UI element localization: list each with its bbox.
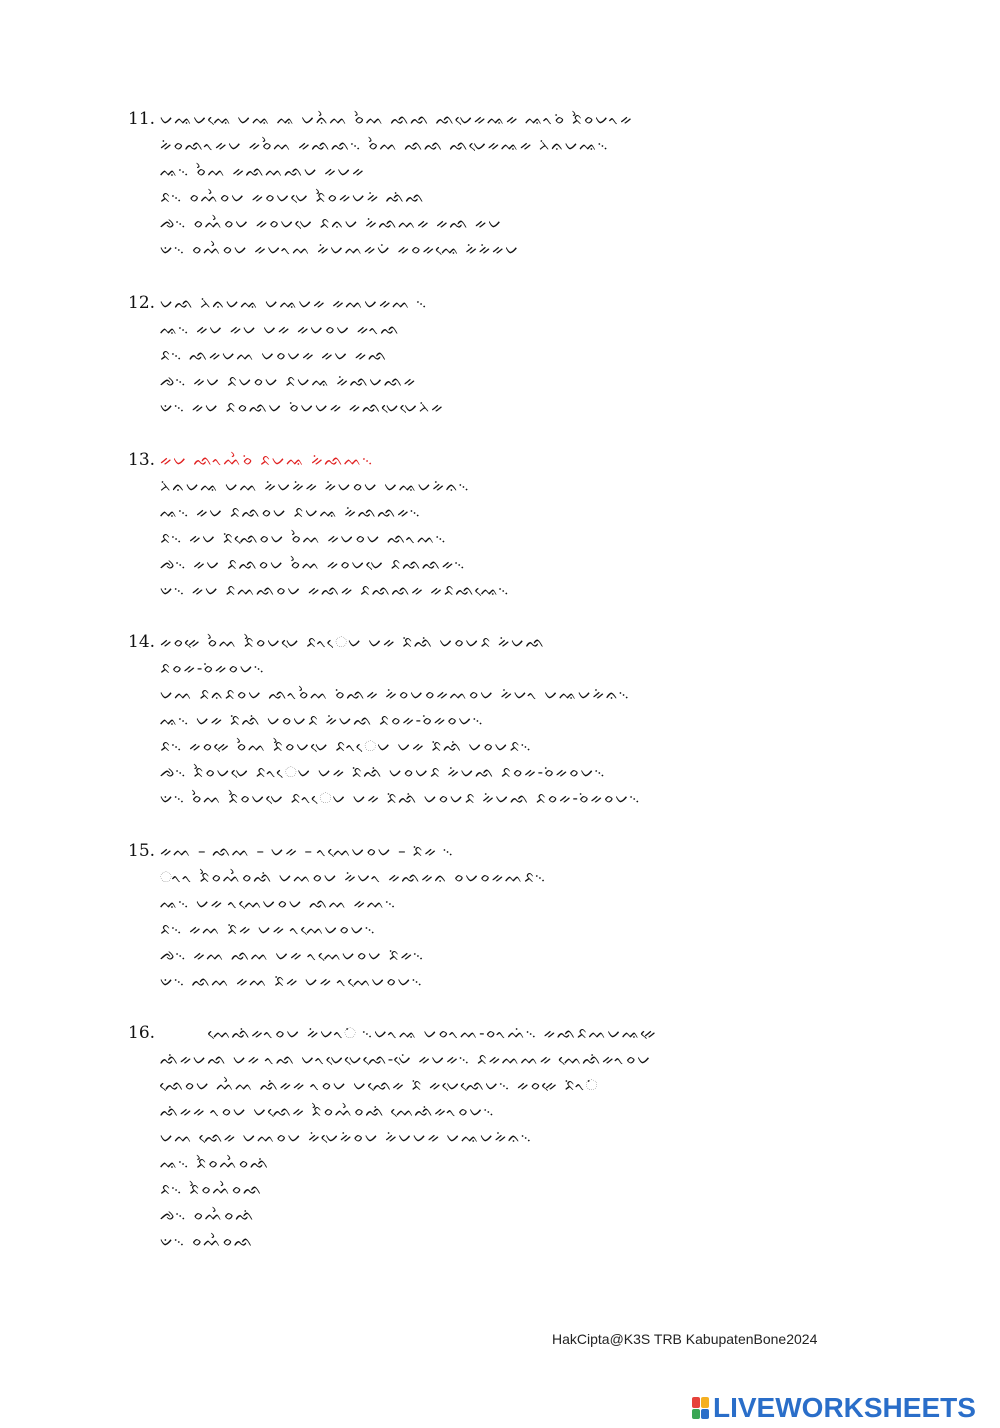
question-text: ᨀᨔᨀᨙ ᨔᨛᨓ ᨅᨛᨔᨆᨆᨙ ᨅᨚᨙᨆ ᨆᨀ ᨅᨗᨒᨗ ᨆᨔᨆᨅ ᨀᨗᨆᨒ xyxy=(160,633,546,651)
option-b[interactable]: ᨅ᨞ ᨒᨀᨆᨓ ᨆᨔᨆᨀ ᨀᨆ ᨀᨒ xyxy=(160,346,388,364)
question-number: 12. xyxy=(128,293,156,313)
option-b[interactable]: ᨅ᨞ ᨅᨛᨔᨓᨛᨔᨒ xyxy=(160,1180,263,1198)
question-text: ᨒᨙᨔᨆ ᨓᨛᨓ ᨒᨗᨀᨀ ᨚᨔᨆ ᨆᨒᨙᨀ ᨅᨗ ᨀᨆᨙᨒᨙᨆ᨞ ᨀᨔᨀᨙ ᨅᨗᨚᨗ xyxy=(160,1076,599,1094)
option-c[interactable]: ᨌ᨞ ᨀᨆ ᨅᨆᨔᨆ ᨅᨆᨕ ᨀᨗᨒᨆᨒᨀ xyxy=(160,372,417,390)
option-d[interactable]: ᨉ᨞ ᨔᨓᨛᨔᨒ xyxy=(160,1232,254,1250)
option-d[interactable]: ᨉ᨞ ᨀᨆ ᨅᨓᨒᨔᨆ ᨀᨒᨀ ᨅᨒᨒᨀ ᨀᨅᨒᨕᨙ᨞ xyxy=(160,581,511,599)
question-number: 14. xyxy=(128,632,156,652)
question-13 xyxy=(128,447,888,603)
option-c[interactable]: ᨌ᨞ ᨀᨓ ᨒᨓ ᨆᨀ ᨚᨓᨙᨆᨔᨆ ᨅᨗᨀ᨞ xyxy=(160,946,426,964)
liveworksheets-logo-icon xyxy=(692,1397,709,1419)
liveworksheets-brand[interactable] xyxy=(692,1388,976,1428)
question-text: ᨅᨔᨀ-ᨔᨗᨀᨔᨆ᨞ xyxy=(160,659,266,677)
option-b[interactable]: ᨅ᨞ ᨔᨓᨛᨔᨆ ᨀᨔᨆᨆᨙ ᨅᨛᨔᨀᨆᨀᨗ ᨒᨗᨒ xyxy=(160,188,426,206)
question-text: ᨒᨗᨀᨀ ᨚᨔᨆ ᨆᨒᨙᨀ ᨅᨛᨔᨓᨛᨔᨒᨗ ᨓᨙᨒᨗᨀᨚᨔᨆ᨞ xyxy=(160,1102,496,1120)
question-text: ᨓᨙᨒᨗᨀᨚᨔᨆ ᨀᨗᨆᨚᨗ ᨞ᨆᨚᨕ ᨆᨔᨚᨓ-ᨔᨚᨓᨗ᨞ ᨀᨒᨅᨓᨆᨕᨀᨙ xyxy=(208,1024,658,1042)
question-text-highlighted: ᨀᨆ ᨒᨚᨓᨛᨔᨗ ᨅᨆᨕ ᨀᨗᨒᨓ᨞ xyxy=(160,451,375,469)
option-b[interactable]: ᨅ᨞ ᨀᨆ ᨅᨗᨒᨙᨔᨆ ᨔᨛᨓ ᨀᨆᨔᨆ ᨒᨚᨓ᨞ xyxy=(160,529,448,547)
option-a[interactable]: ᨕ᨞ ᨅᨛᨔᨓᨛᨔᨒᨗ xyxy=(160,1154,270,1172)
option-a[interactable]: ᨕ᨞ ᨀᨆ ᨅᨒᨔᨆ ᨅᨆᨕ ᨀᨗᨒᨒᨀ᨞ xyxy=(160,503,422,521)
question-15 xyxy=(128,838,888,994)
option-b[interactable]: ᨅ᨞ ᨀᨓ ᨅᨗᨀ ᨆᨀ ᨚᨓᨙᨆᨔᨆ᨞ xyxy=(160,920,377,938)
question-16 xyxy=(128,1020,888,1254)
option-a[interactable]: ᨕ᨞ ᨆᨀ ᨚᨓᨙᨆᨔᨆ ᨒᨓ ᨀᨓ᨞ xyxy=(160,894,398,912)
question-text: ᨀᨗᨔᨒᨚᨀᨆ ᨀᨔᨛᨓ ᨀᨒᨒ᨞ ᨔᨛᨓ ᨒᨒ ᨒᨆᨙᨀᨕᨀ ᨂᨗᨊᨆᨕ᨞ xyxy=(160,136,610,154)
question-text: ᨆᨒ ᨂᨗᨊᨆᨕ ᨆᨕᨆᨀ ᨀᨓᨆᨀᨓ ᨞ xyxy=(160,294,429,312)
question-number: 16. xyxy=(128,1023,156,1043)
question-text: ᨆᨓ ᨅᨊᨅᨔᨆ ᨒᨚᨔᨛᨓ ᨔᨗᨒᨀ ᨀᨗᨔᨆᨔᨀᨓᨔᨆ ᨀᨗᨆᨚ ᨆᨕᨆᨀᨗᨊ᨞ xyxy=(160,685,631,703)
option-d[interactable]: ᨉ᨞ ᨀᨆ ᨅᨔᨒᨆ ᨔᨗᨆᨆᨀ ᨀᨒᨆᨙᨆᨙᨂᨗᨀ xyxy=(160,398,445,416)
option-a[interactable]: ᨕ᨞ ᨆᨀ ᨅᨗᨒᨗ ᨆᨔᨆᨅ ᨀᨗᨆᨒ ᨅᨔᨀ-ᨔᨗᨀᨔᨆ᨞ xyxy=(160,711,485,729)
question-number: 11. xyxy=(128,109,156,129)
question-text: ᨆᨕᨆᨕᨙ ᨆᨕ ᨕ ᨆᨊᨛᨓ ᨔᨛᨓ ᨒᨒ ᨒᨆᨙᨀᨕᨀ ᨕᨚᨔᨗ ᨅᨛᨔᨆᨚᨀ xyxy=(160,110,634,128)
option-c[interactable]: ᨌ᨞ ᨔᨓᨛᨔᨆ ᨀᨔᨆᨆᨙ ᨅᨊᨆ ᨀᨗᨒᨓᨀ ᨀᨒ ᨀᨆ xyxy=(160,214,503,232)
option-c[interactable]: ᨌ᨞ ᨀᨆ ᨅᨒᨔᨆ ᨔᨛᨓ ᨀᨔᨆᨆᨙ ᨅᨒᨒᨀ᨞ xyxy=(160,555,467,573)
copyright-footer: HakCipta@K3S TRB KabupatenBone2024 xyxy=(552,1331,818,1347)
question-number: 15. xyxy=(128,841,156,861)
option-d[interactable]: ᨉ᨞ ᨔᨛᨓ ᨅᨛᨔᨆᨆᨙ ᨅᨚᨙᨆ ᨆᨀ ᨅᨗᨒᨗ ᨆᨔᨆᨅ ᨀᨗᨆᨒ ᨅᨔᨀ-ᨔᨗᨀᨔᨆ᨞ xyxy=(160,789,642,807)
option-d[interactable]: ᨉ᨞ ᨔᨓᨛᨔᨆ ᨀᨆᨚᨓ ᨀᨗᨆᨓᨀᨆᨗ ᨀᨔᨀᨕᨙ ᨀᨗᨀᨗᨀᨆ xyxy=(160,240,520,258)
option-c[interactable]: ᨌ᨞ ᨔᨓᨛᨔᨒᨗ xyxy=(160,1206,256,1224)
question-text: ᨆᨓ ᨒᨙᨀ ᨆᨓᨔᨆ ᨀᨗᨆᨙᨀᨗᨔᨆ ᨀᨗᨆᨆᨀ ᨆᨕᨆᨀᨗᨊ᨞ xyxy=(160,1128,533,1146)
question-text: ᨚᨚ ᨅᨛᨔᨓᨛᨔᨒᨗ ᨆᨓᨔᨆ ᨀᨗᨆᨚ ᨀᨒᨀᨊ ᨔᨆᨔᨀᨓᨅ᨞ xyxy=(160,868,548,886)
question-14 xyxy=(128,629,888,811)
brand-name: LIVEWORKSHEETS xyxy=(713,1392,976,1423)
question-text: ᨀᨓ – ᨒᨓ – ᨆᨀ – ᨚᨓᨙᨆᨔᨆ – ᨅᨗᨀ ᨞ xyxy=(160,842,455,860)
option-d[interactable]: ᨉ᨞ ᨒᨓ ᨀᨓ ᨅᨗᨀ ᨆᨀ ᨚᨓᨙᨆᨔᨆ᨞ xyxy=(160,972,424,990)
question-text: ᨒᨗᨀᨆᨒ ᨆᨀ ᨚᨒ ᨆᨚᨆᨙᨆᨙᨒᨙ-ᨆᨙᨗ ᨀᨆᨀ᨞ ᨅᨀᨓᨓᨀ ᨓᨙᨒᨗᨀᨚᨔᨆ xyxy=(160,1050,652,1068)
option-a[interactable]: ᨕ᨞ ᨀᨆ ᨀᨆ ᨆᨀ ᨀᨆᨔᨆ ᨀᨚᨒ xyxy=(160,320,401,338)
option-c[interactable]: ᨌ᨞ ᨅᨛᨔᨆᨆᨙ ᨅᨚᨙᨆ ᨆᨀ ᨅᨗᨒᨗ ᨆᨔᨆᨅ ᨀᨗᨆᨒ ᨅᨔᨀ-ᨔᨗᨀᨔᨆ᨞ xyxy=(160,763,607,781)
question-number: 13. xyxy=(128,450,156,470)
question-11 xyxy=(128,106,888,262)
question-12 xyxy=(128,290,888,420)
question-text: ᨂᨗᨊᨆᨕ ᨆᨓ ᨀᨗᨆᨀᨗᨀ ᨀᨗᨆᨔᨆ ᨆᨕᨆᨀᨗᨊ᨞ xyxy=(160,477,471,495)
option-a[interactable]: ᨕ᨞ ᨔᨛᨓ ᨀᨒᨓᨒᨆ ᨀᨆᨀ xyxy=(160,162,366,180)
option-b[interactable]: ᨅ᨞ ᨀᨔᨀᨙ ᨔᨛᨓ ᨅᨛᨔᨆᨆᨙ ᨅᨚᨙᨆ ᨆᨀ ᨅᨗᨒᨗ ᨆᨔᨆᨅ᨞ xyxy=(160,737,533,755)
